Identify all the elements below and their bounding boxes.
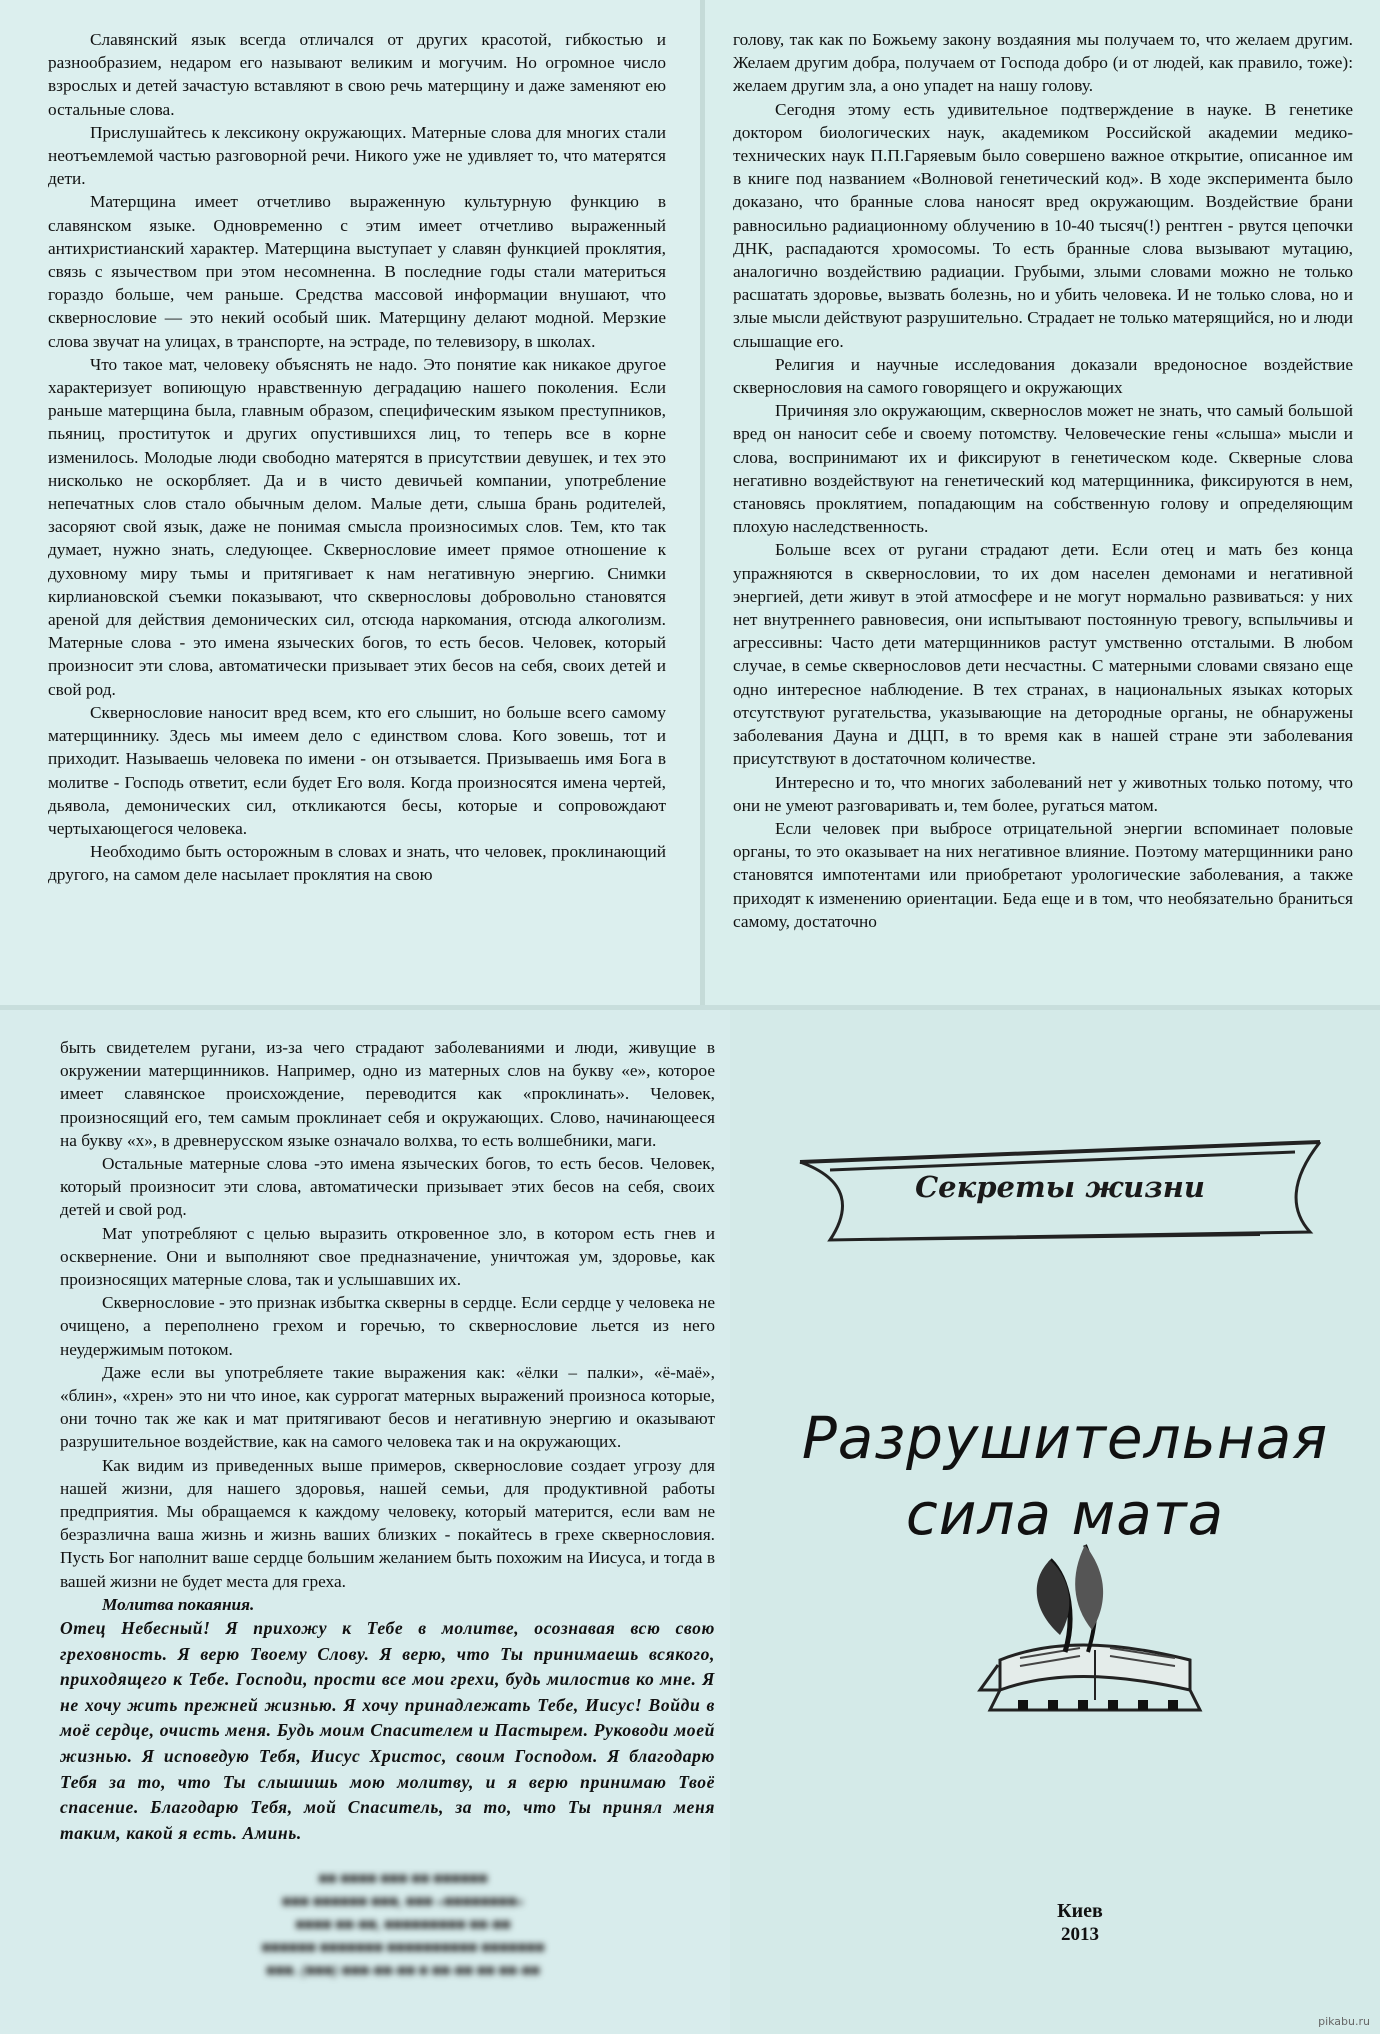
watermark: pikabu.ru <box>1318 2015 1370 2028</box>
fold-line-horizontal <box>0 1005 1380 1010</box>
book-quill-icon <box>960 1540 1220 1725</box>
paragraph: Остальные матерные слова -это имена языческих богов, то есть бесов. Человек, который произносит эти слова, автоматически призывает этих бесов на себя, своих детей и свой род. <box>60 1154 715 1220</box>
paragraph: Религия и научные исследования доказали вредоносное воздействие сквернословия на самого говорящего и окружающих <box>733 354 1353 398</box>
paragraph: Славянский язык всегда отличался от других красотой, гибкостью и разнообразием, недаром его называют великим и могучим. Но огромное число взрослых и детей зачастую вставляют в свою речь матерщину и даже заменяют ею остальные слова. <box>48 30 666 119</box>
blurred-contact-info: ■■ ■■■■ ■■■ ■■ ■■■■■■ ■■■ ■■■■■■ ■■■, ■■■ «■■■■■■■■» ■■■■ ■■-■■, ■■■■■■■■■ ■■-■■ ■■■■■■ ■■■■■■■ ■■■■■■■■■■ ■■■■■■■ ■■■. (■■■) ■■■-■■-■■ ■ ■■-■■ ■■ ■■-■■ <box>261 1871 545 1979</box>
cover-title-line-2: сила мата <box>905 1480 1225 1548</box>
paragraph: Мат употребляют с целью выразить откровенное зло, в котором есть гнев и осквернение. Они и выполняют свое предназначение, уничтожая ум, здоровье, как произносящих матерные слова, так и услышавших их. <box>60 1223 715 1290</box>
paragraph: Прислушайтесь к лексикону окружающих. Матерные слова для многих стали неотъемлемой частью разговорной речи. Никого уже не удивляет то, что матерятся дети. <box>48 122 666 189</box>
cover-title-line-1: Разрушительная <box>801 1404 1329 1472</box>
paragraph: Матерщина имеет отчетливо выраженную культурную функцию в славянском языке. Одновременно с этим имеет отчетливо выраженный антихристианский характер. Матерщина выступает у славян функцией проклятия, связь с язычеством при этом несомненна. В последние годы стали материться гораздо больше, чем раньше. Средства массовой информации внушают, что сквернословие — это некий особый шик. Матерщину делают модной. Мерзкие слова звучат на улицах, в транспорте, на эстраде, по телевизору, в школах. <box>48 192 666 351</box>
series-banner <box>790 1140 1330 1250</box>
paragraph: быть свидетелем ругани, из-за чего страдают заболеваниями и люди, живущие в окружении матерщинников. Например, одно из матерных слов на букву «е», которое имеет славянское происхождение, переводится как «проклинать». Человек, произносящий его, тем самым проклинает себя и окружающих. Слово, начинающееся на букву «х», в древнерусском языке означало волхва, то есть волшебники, маги. <box>60 1038 715 1150</box>
article-column-3 <box>60 1036 715 1846</box>
cover-title <box>760 1400 1370 1552</box>
cover-year: 2013 <box>1061 1924 1099 1945</box>
paragraph: Что такое мат, человеку объяснять не надо. Это понятие как никакое другое характеризует вопиющую нравственную деградацию нашего поколения. Если раньше матерщина была, главным образом, специфическим языком преступников, пьяниц, проституток и других опустившихся лиц, то теперь все в корне изменилось. Молодые люди свободно матерятся в присутствии девушек, и тех это нисколько не оскорбляет. Да и в чисто девичьей компании, употребление непечатных слов стало обычным делом. Малые дети, слыша брань родителей, засоряют свой язык, даже не понимая смысла произносимых слов. Тем, кто так думает, нужно знать, следующее. Сквернословие имеет прямое отношение к духовному миру тьмы и притягивает к нам негативную энергию. Снимки кирлиановской съемки показывают, что сквернословы добровольно становятся ареной для действия демонических сил, отсюда наркомания, отсюда алкоголизм. Матерные слова - это имена языческих богов, то есть бесов. Человек, который произносит эти слова, автоматически призывает этих бесов на себя, своих детей и свой род. <box>48 354 666 699</box>
paragraph: Причиняя зло окружающим, сквернослов может не знать, что самый большой вред он наносит себе и своему потомству. Человеческие гены «слыша» мысли и слова, воспринимают их и фиксируют в генетическом коде. Скверные слова негативно воздействуют на генетический код матерщинника, фиксируются в нем, становясь проклятием, попадающим на собственную голову и определяющим плохую наследственность. <box>733 401 1353 537</box>
paragraph: Даже если вы употребляете такие выражения как: «ёлки – палки», «ё-маё», «блин», «хрен» это ни что иное, как суррогат матерных выражений произноса которые, они точно так же как и мат притягивают бесов и негативную энергию и оказывают разрушительное воздействие, как на самого человека так и на окружающих. <box>60 1362 715 1452</box>
paragraph: Если человек при выбросе отрицательной энергии вспоминает половые органы, то это оказывает на них негативное влияние. Поэтому матерщинники рано становятся импотентами или приобретают урологические заболевания, а также приходят к изменению ориентации. Беда еще и в том, что необязательно браниться самому, достаточно <box>733 818 1353 931</box>
fold-line-vertical <box>700 0 705 1005</box>
paragraph: Как видим из приведенных выше примеров, сквернословие создает угрозу для нашей жизни, для нашего здоровья, нашей семьи, для продуктивной работы предприятия. Мы обращаемся к каждому человеку, который матерится, если вам не безразлична ваша жизнь и жизнь ваших близких - покайтесь в грехе сквернословия. Пусть Бог наполнит ваше сердце большим желанием быть похожим на Иисуса, и тогда в вашей жизни не будет места для греха. <box>60 1455 715 1591</box>
paragraph: Сквернословие - это признак избытка скверны в сердце. Если сердце у человека не очищено, а переполнено грехом и горечью, то сквернословие льется из него неудержимым потоком. <box>60 1293 715 1359</box>
article-column-1 <box>48 28 666 887</box>
prayer-heading: Молитва покаяния. <box>102 1594 255 1614</box>
paragraph: Сегодня этому есть удивительное подтверждение в науке. В генетике доктором биологических наук, академиком Российской академии медико-технических наук П.П.Гаряевым было совершено важное открытие, описанное им в книге под названием «Волновой генетический код». В ходе эксперимента было доказано, что бранные слова наносят вред окружающим. Воздействие брани равносильно радиационному облучению в 10-40 тысяч(!) рентген - рвутся цепочки ДНК, распадаются хромосомы. То есть бранные слова вызывают мутацию, аналогично воздействию радиации. Грубыми, злыми словами можно не только расшатать здоровье, вызвать болезнь, но и убить человека. И не только слова, но и злые мысли действуют разрушительно. Страдает не только матерящийся, но и люди слышащие его. <box>733 99 1353 351</box>
cover-city: Киев <box>1057 1900 1103 1922</box>
series-title: Секреты жизни <box>915 1170 1205 1204</box>
article-column-2 <box>733 28 1353 933</box>
paragraph: Больше всех от ругани страдают дети. Если отец и мать без конца упражняются в сквернословии, то их дом населен демонами и негативной энергией, дети живут в этой атмосфере и не могут нормально развиваться: у них нет внутреннего равновесия, они испытывают постоянную тревогу, вспыльчивы и агрессивны: Часто дети матерщинников растут умственно отсталыми. В любом случае, в семье сквернословов дети несчастны. С матерными словами связано еще одно интересное наблюдение. В тех странах, в национальных языках которых отсутствуют ругательства, указывающие на детородные органы, не обнаружены заболевания Дауна и ДЦП, в то время как в нашей стране эти заболевания присутствуют в достаточном количестве. <box>733 540 1353 769</box>
paragraph: голову, так как по Божьему закону воздаяния мы получаем то, что желаем другим. Желаем другим добра, получаем от Господа добро (и от людей, как правило, тоже): желаем другим зла, а оно упадет на нашу голову. <box>733 30 1353 96</box>
paragraph: Интересно и то, что многих заболеваний нет у животных только потому, что они не умеют разговаривать и, тем более, ругаться матом. <box>733 772 1353 815</box>
paragraph: Сквернословие наносит вред всем, кто его слышит, но больше всего самому матерщиннику. Здесь мы имеем дело с единством слова. Кого зовешь, тот и приходит. Называешь человека по имени - он отзывается. Призываешь имя Бога в молитве - Господь ответит, если будет Его воля. Когда произносятся имена чертей, дьявола, демонических сил, откликаются бесы, которые и сопровождают чертыхающегося человека. <box>48 702 666 838</box>
prayer-text: Отец Небесный! Я прихожу к Тебе в молитве, осознавая всю свою греховность. Я верю Твоему Слову. Я верю, что Ты принимаешь всякого, приходящего к Тебе. Господи, прости все мои грехи, будь милостив ко мне. Я не хочу жить прежней жизнью. Я хочу принадлежать Тебе, Иисус! Войди в моё сердце, очисть меня. Будь моим Спасителем и Пастырем. Руководи моей жизнью. Я исповедую Тебя, Иисус Христос, своим Господом. Я благодарю Тебя за то, что Ты слышишь мою молитву, и я верю принимаю Твоё спасение. Благодарю Тебя, мой Спаситель, за то, что Ты принял меня таким, какой я есть. Аминь. <box>60 1618 715 1843</box>
paragraph: Необходимо быть осторожным в словах и знать, что человек, проклинающий другого, на самом деле насылает проклятия на свою <box>48 842 666 885</box>
